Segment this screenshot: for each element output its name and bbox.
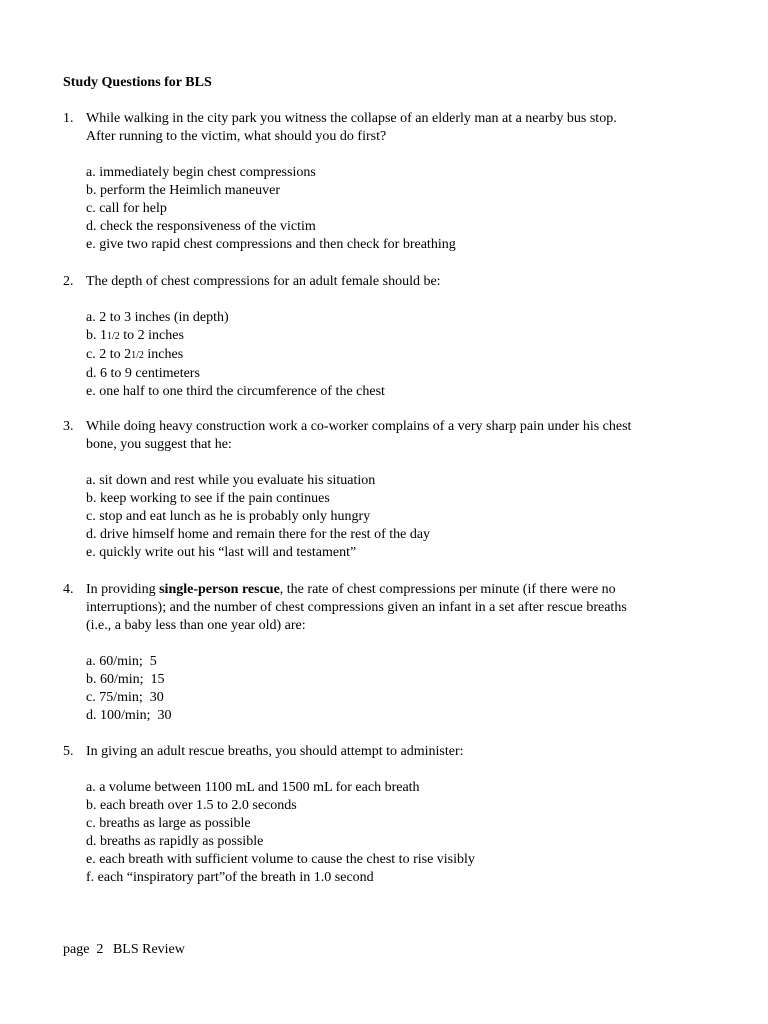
option-fraction: 1/2 [131,350,144,361]
option-item: b. each breath over 1.5 to 2.0 seconds [86,798,297,813]
option-list [86,779,703,887]
question-text [86,581,703,635]
question-emphasis: single-person rescue [159,582,280,597]
page-footer [63,941,191,959]
question-text [86,273,703,291]
option-item: d. 100/min; 30 [86,708,172,723]
option-item: a. immediately begin chest compressions [86,165,316,180]
option-item [86,327,703,346]
page-title: Study Questions for BLS [63,75,212,90]
question-number: 4. [63,582,74,597]
option-item: c. call for help [86,201,167,216]
option-item: d. 6 to 9 centimeters [86,366,200,381]
option-item: d. check the responsiveness of the victim [86,219,316,234]
option-item: a. 60/min; 5 [86,654,157,669]
option-text: to 2 inches [119,328,184,343]
option-item: a. sit down and rest while you evaluate his situation [86,473,376,488]
option-item: e. quickly write out his “last will and testament” [86,545,357,560]
question-2 [63,273,703,401]
question-1 [63,110,703,254]
question-text-line: In giving an adult rescue breaths, you should attempt to administer: [86,744,464,759]
question-number: 2. [63,274,74,289]
option-item: a. 2 to 3 inches (in depth) [86,310,229,325]
question-number: 1. [63,111,74,126]
question-text-line: (i.e., a baby less than one year old) are: [86,618,306,633]
question-5 [63,743,703,887]
question-text-line: interruptions); and the number of chest compressions given an infant in a set after rescue breaths [86,600,627,615]
footer-doc-label: BLS Review [112,942,185,957]
question-4 [63,581,703,725]
option-item: e. one half to one third the circumference of the chest [86,384,385,399]
question-text-line: While walking in the city park you witness the collapse of an elderly man at a nearby bus stop. [86,111,617,126]
option-text: b. 1 [86,328,107,343]
option-item [86,346,703,365]
question-text-line: After running to the victim, what should you do first? [86,129,387,144]
question-text-segment: , the rate of chest compressions per minute (if there were no [279,582,616,597]
question-number: 3. [63,419,74,434]
option-list [86,309,703,401]
option-item: e. each breath with sufficient volume to cause the chest to rise visibly [86,852,475,867]
option-item: c. 75/min; 30 [86,690,164,705]
option-item: a. a volume between 1100 mL and 1500 mL for each breath [86,780,420,795]
question-text [86,743,703,761]
option-item: f. each “inspiratory part”of the breath in 1.0 second [86,870,374,885]
question-3 [63,418,703,562]
option-text: c. 2 to 2 [86,347,132,362]
option-item: c. breaths as large as possible [86,816,251,831]
question-text-line: While doing heavy construction work a co-worker complains of a very sharp pain under his chest [86,419,632,434]
option-item: d. breaths as rapidly as possible [86,834,264,849]
question-text-segment: In providing [86,582,160,597]
option-item: d. drive himself home and remain there for the rest of the day [86,527,431,542]
option-list [86,653,703,725]
option-list [86,472,703,562]
question-text-line: bone, you suggest that he: [86,437,232,452]
question-text-line [86,581,703,599]
option-item: b. 60/min; 15 [86,672,165,687]
question-text-line: The depth of chest compressions for an adult female should be: [86,274,441,289]
option-text: inches [143,347,184,362]
question-text [86,418,703,454]
option-item: b. keep working to see if the pain continues [86,491,330,506]
option-item: c. stop and eat lunch as he is probably only hungry [86,509,371,524]
question-number: 5. [63,744,74,759]
option-item: e. give two rapid chest compressions and then check for breathing [86,237,456,252]
option-item: b. perform the Heimlich maneuver [86,183,280,198]
question-text [86,110,703,146]
option-list [86,164,703,254]
option-fraction: 1/2 [107,331,120,342]
page-number: page 2 [63,942,104,957]
